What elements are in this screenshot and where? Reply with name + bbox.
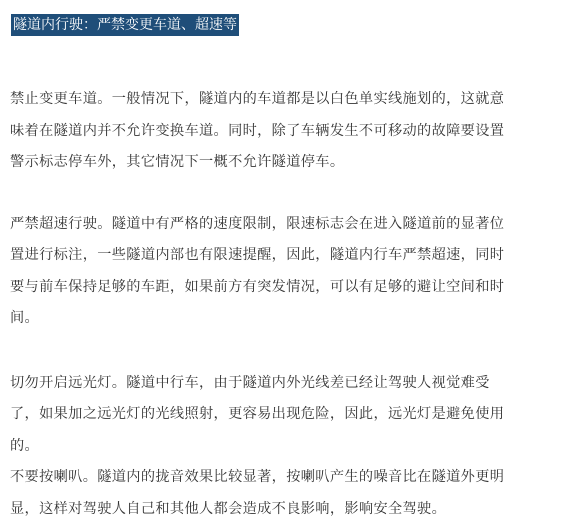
section-heading: 隧道内行驶：严禁变更车道、超速等 xyxy=(11,14,239,36)
text-line: 的。 xyxy=(10,437,40,454)
text-line: 要与前车保持足够的车距，如果前方有突发情况，可以有足够的避让空间和时 xyxy=(10,278,505,295)
text-line: 不要按喇叭。隧道内的拢音效果比较显著，按喇叭产生的噪音比在隧道外更明 xyxy=(10,469,505,485)
text-line: 显，这样对驾驶人自己和其他人都会造成不良影响，影响安全驾驶。 xyxy=(10,500,447,517)
heading-container xyxy=(11,14,568,40)
text-line: 严禁超速行驶。隧道中有严格的速度限制，限速标志会在进入隧道前的显著位 xyxy=(10,215,505,232)
paragraph-spacer xyxy=(10,335,568,368)
paragraph-speeding xyxy=(10,209,568,335)
text-line: 置进行标注，一些隧道内部也有限速提醒，因此，隧道内行车严禁超速，同时 xyxy=(10,247,505,263)
paragraph-lane-change xyxy=(10,84,568,179)
paragraph-high-beam-horn xyxy=(10,368,568,526)
paragraph-spacer xyxy=(10,179,568,209)
text-line: 警示标志停车外，其它情况下一概不允许隧道停车。 xyxy=(10,154,345,170)
text-line: 切勿开启远光灯。隧道中行车，由于隧道内外光线差已经让驾驶人视觉难受 xyxy=(10,374,490,391)
text-line: 间。 xyxy=(10,310,40,326)
text-line: 味着在隧道内并不允许变换车道。同时，除了车辆发生不可移动的故障要设置 xyxy=(10,122,505,139)
text-line: 禁止变更车道。一般情况下，隧道内的车道都是以白色单实线施划的，这就意 xyxy=(10,91,505,107)
text-line: 了，如果加之远光灯的光线照射，更容易出现危险，因此，远光灯是避免使用 xyxy=(10,406,505,422)
